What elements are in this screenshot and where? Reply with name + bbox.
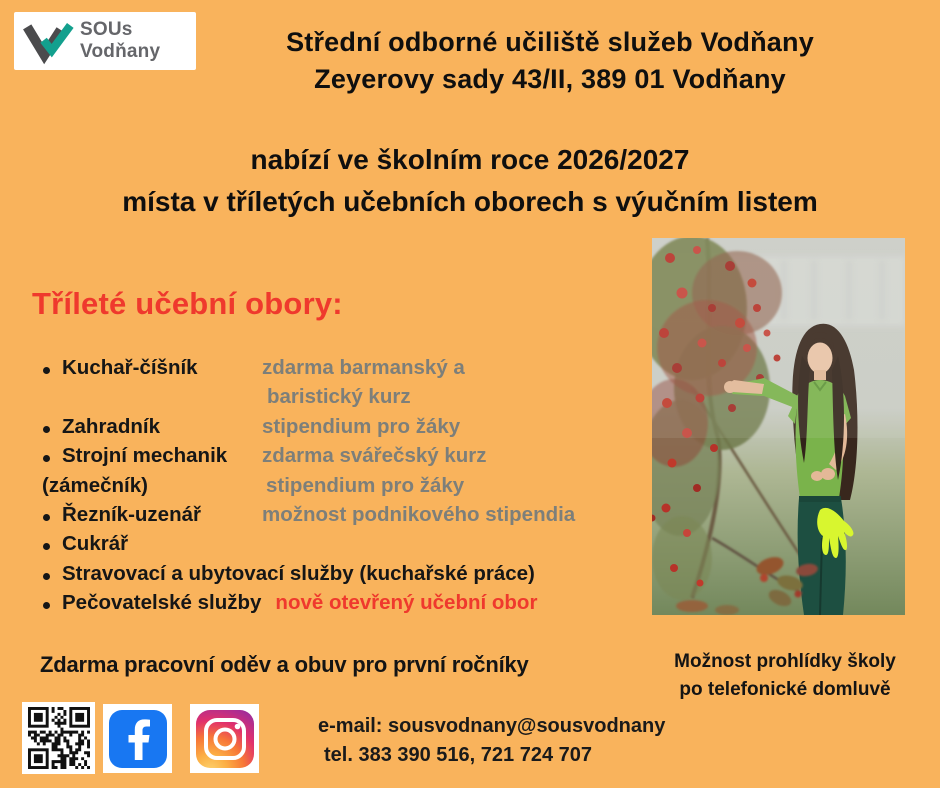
- program-label: Stravovací a ubytovací služby (kuchařské práce): [62, 561, 535, 585]
- program-note: zdarma barmanský a: [262, 356, 465, 379]
- qr-code-icon: [28, 707, 90, 769]
- qr-code[interactable]: [22, 702, 95, 774]
- intro-line-2: místa v tříletých učebních oborech s výučním listem: [122, 186, 818, 217]
- program-note: stipendium pro žáky: [266, 473, 465, 497]
- program-label: Řezník-uzenář: [62, 502, 201, 526]
- program-note-highlight: nově otevřený učební obor: [275, 591, 538, 615]
- title-line-1: Střední odborné učiliště služeb Vodňany: [286, 27, 814, 57]
- program-list: [38, 356, 638, 621]
- contact-phone: tel. 383 390 516, 721 724 707: [324, 744, 593, 766]
- program-label: Pečovatelské služby: [62, 591, 262, 615]
- bullet-icon: [38, 532, 62, 561]
- workwear-note: Zdarma pracovní oděv a obuv pro první ročníky: [40, 652, 529, 677]
- list-item: [38, 444, 638, 473]
- program-label: Zahradník: [62, 414, 160, 438]
- visit-line-2: po telefonické domluvě: [679, 679, 891, 700]
- school-logo: [14, 12, 196, 70]
- programs-heading: Tříleté učební obory:: [32, 286, 343, 321]
- contact-info: [318, 712, 665, 770]
- facebook-icon[interactable]: [103, 704, 172, 773]
- title-line-2: Zeyerovy sady 43/II, 389 01 Vodňany: [314, 64, 786, 94]
- visit-note: [640, 648, 930, 704]
- list-item: [38, 591, 638, 620]
- list-item: [38, 562, 638, 591]
- list-item: [38, 474, 638, 503]
- program-note: zdarma svářečský kurz: [262, 444, 487, 468]
- program-note: baristický kurz: [267, 385, 411, 409]
- bullet-icon: [38, 444, 62, 473]
- intro-line-1: nabízí ve školním roce 2026/2027: [250, 144, 690, 175]
- program-label: Cukrář: [62, 532, 129, 556]
- bullet-icon: [38, 385, 62, 414]
- school-logo-text: SOUs Vodňany: [80, 19, 161, 62]
- student-orchard-photo: [652, 238, 905, 615]
- program-label: Kuchař-číšník: [62, 356, 198, 379]
- program-label: (zámečník): [42, 473, 148, 497]
- visit-line-1: Možnost prohlídky školy: [674, 651, 896, 672]
- bullet-icon: [38, 591, 62, 620]
- bullet-icon: [38, 356, 62, 385]
- contact-email: e-mail: sousvodnany@sousvodnany: [318, 715, 666, 737]
- v-checkmark-icon: [22, 17, 74, 65]
- bullet-icon: [38, 415, 62, 444]
- instagram-icon[interactable]: [190, 704, 259, 773]
- bullet-icon: [38, 503, 62, 532]
- page-title: [190, 24, 910, 98]
- bullet-icon: [38, 562, 62, 591]
- list-item: [38, 532, 638, 561]
- program-note: stipendium pro žáky: [262, 414, 461, 438]
- program-note: možnost podnikového stipendia: [262, 502, 576, 526]
- list-item: [38, 415, 638, 444]
- list-item: [38, 503, 638, 532]
- intro-text: [0, 139, 940, 223]
- program-label: Strojní mechanik: [62, 444, 228, 468]
- list-item: [38, 385, 638, 414]
- list-item: [38, 356, 638, 385]
- photo-illustration: [652, 238, 905, 615]
